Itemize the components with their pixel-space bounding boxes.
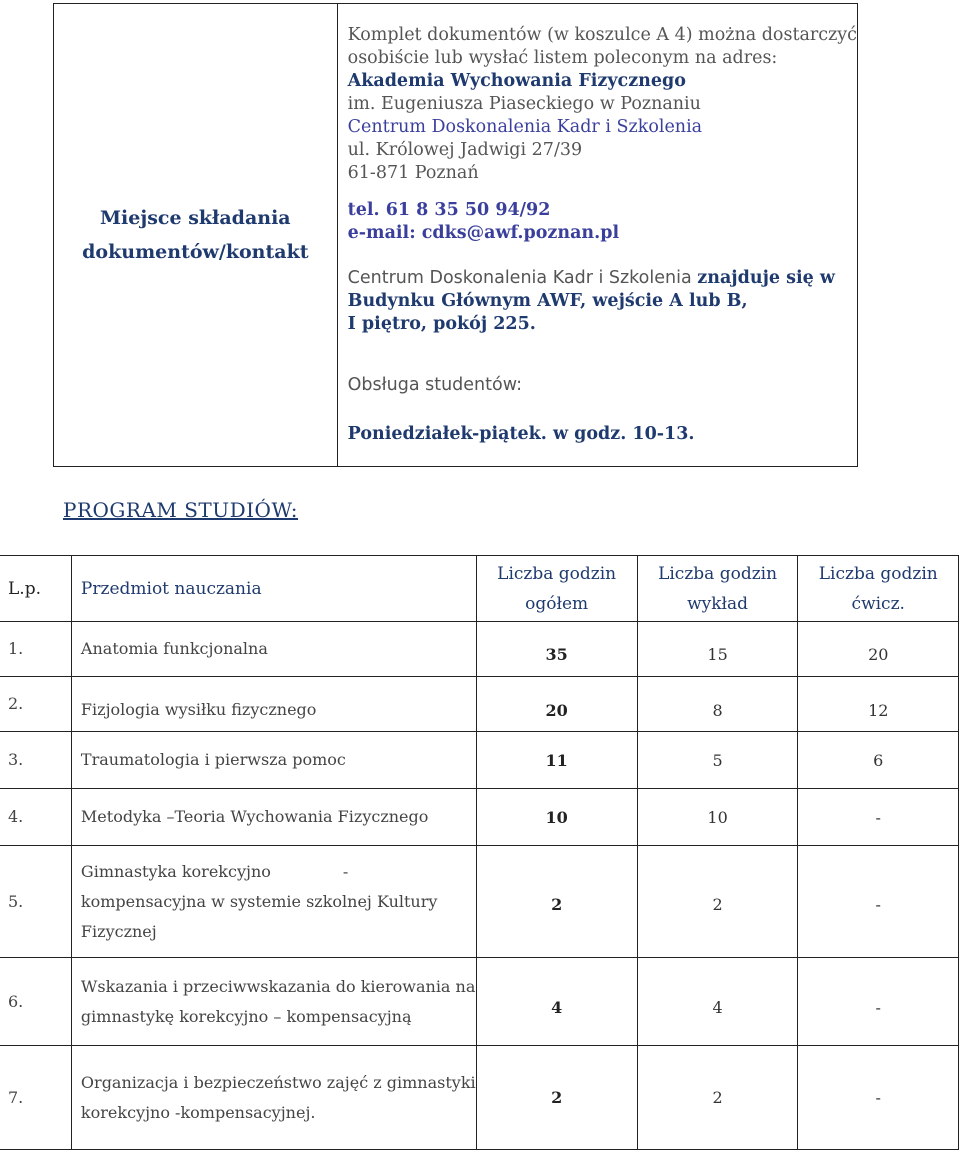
location-line1 — [348, 267, 857, 290]
row-exercise: - — [798, 846, 959, 958]
row-exercise: 20 — [798, 622, 959, 677]
row-no: 3. — [0, 732, 71, 789]
program-header-row — [0, 556, 959, 622]
program-title: PROGRAM STUDIÓW: — [63, 498, 299, 522]
row-lecture: 4 — [637, 958, 798, 1046]
postal-code: 61-871 Poznań — [347, 163, 479, 183]
subject-text: Gimnastyka korekcyjno — [80, 861, 271, 881]
intro-line1: Komplet dokumentów (w koszulce A 4) można dostarczyć — [347, 25, 857, 45]
row-lecture: 2 — [637, 846, 798, 958]
contact-label-line2: dokumentów/kontakt — [82, 241, 309, 263]
table-row — [0, 958, 959, 1046]
location-line3: I piętro, pokój 225. — [347, 314, 536, 334]
row-lecture: 2 — [637, 1046, 798, 1150]
header-lecture-line1: Liczba godzin — [658, 563, 778, 584]
row-no: 6. — [0, 958, 71, 1046]
location-line2: Budynku Głównym AWF, wejście A lub B, — [347, 291, 748, 311]
header-exercise-line2: ćwicz. — [851, 593, 905, 614]
contact-label-line1: Miejsce składania — [100, 207, 291, 229]
table-row — [0, 789, 959, 846]
row-lecture: 10 — [637, 789, 798, 846]
row-total: 2 — [476, 1046, 637, 1150]
header-lecture-line2: wykład — [687, 593, 749, 614]
row-subject-line1: Wskazania i przeciwwskazania do kierowania na — [80, 976, 476, 996]
table-row — [0, 622, 959, 677]
street-address: ul. Królowej Jadwigi 27/39 — [347, 140, 583, 160]
row-subject — [71, 958, 476, 1046]
header-total — [476, 556, 637, 622]
row-subject-line2: kompensacyjna w systemie szkolnej Kultury — [80, 891, 438, 911]
email-address[interactable]: e-mail: cdks@awf.poznan.pl — [347, 223, 620, 243]
row-total: 10 — [476, 789, 637, 846]
row-subject-line2: korekcyjno -kompensacyjnej. — [80, 1102, 316, 1122]
row-exercise: - — [798, 789, 959, 846]
row-no: 5. — [0, 846, 71, 958]
header-subject: Przedmiot nauczania — [71, 556, 476, 622]
row-total: 4 — [476, 958, 637, 1046]
row-subject-line3: Fizycznej — [80, 921, 157, 941]
row-subject-line1: Organizacja i bezpieczeństwo zajęć z gimnastyki — [80, 1072, 476, 1092]
row-subject: Fizjologia wysiłku fizycznego — [71, 677, 476, 732]
row-total: 2 — [476, 846, 637, 958]
center-name: Centrum Doskonalenia Kadr i Szkolenia — [347, 117, 703, 137]
row-total: 35 — [476, 622, 637, 677]
service-label: Obsługa studentów: — [347, 375, 522, 395]
row-subject: Anatomia funkcjonalna — [71, 622, 476, 677]
table-row — [0, 677, 959, 732]
intro-line2: osobiście lub wysłać listem poleconym na adres: — [347, 48, 778, 68]
institution-patron: im. Eugeniusza Piaseckiego w Poznaniu — [347, 94, 701, 114]
row-subject — [71, 846, 476, 958]
contact-label-cell — [54, 4, 338, 467]
header-lecture — [637, 556, 798, 622]
row-lecture: 5 — [637, 732, 798, 789]
row-subject: Metodyka –Teoria Wychowania Fizycznego — [71, 789, 476, 846]
table-row — [0, 1046, 959, 1150]
row-no: 2. — [0, 677, 71, 732]
header-total-line2: ogółem — [525, 593, 589, 614]
row-total: 11 — [476, 732, 637, 789]
row-subject: Traumatologia i pierwsza pomoc — [71, 732, 476, 789]
row-subject-line1 — [81, 857, 476, 887]
location-rest: znajduje się w — [697, 268, 835, 288]
row-no: 4. — [0, 789, 71, 846]
row-subject — [71, 1046, 476, 1150]
header-total-line1: Liczba godzin — [497, 563, 617, 584]
row-total: 20 — [476, 677, 637, 732]
table-row — [0, 846, 959, 958]
program-table — [0, 555, 959, 1150]
row-lecture: 15 — [637, 622, 798, 677]
subject-dash: - — [342, 861, 349, 881]
location-center: Centrum Doskonalenia Kadr i Szkolenia — [347, 268, 692, 288]
header-exercise-line1: Liczba godzin — [818, 563, 938, 584]
row-exercise: - — [798, 1046, 959, 1150]
phone-number: tel. 61 8 35 50 94/92 — [347, 200, 551, 220]
contact-info-cell — [337, 4, 857, 467]
header-no: L.p. — [0, 556, 71, 622]
row-exercise: 12 — [798, 677, 959, 732]
row-lecture: 8 — [637, 677, 798, 732]
row-exercise: 6 — [798, 732, 959, 789]
contact-table — [53, 3, 858, 467]
table-row — [0, 732, 959, 789]
header-exercise — [798, 556, 959, 622]
row-subject-line2: gimnastykę korekcyjno – kompensacyjną — [80, 1006, 412, 1026]
row-exercise: - — [798, 958, 959, 1046]
office-hours: Poniedziałek-piątek. w godz. 10-13. — [347, 424, 695, 444]
institution-name: Akademia Wychowania Fizycznego — [347, 71, 686, 91]
row-no: 7. — [0, 1046, 71, 1150]
row-no: 1. — [0, 622, 71, 677]
